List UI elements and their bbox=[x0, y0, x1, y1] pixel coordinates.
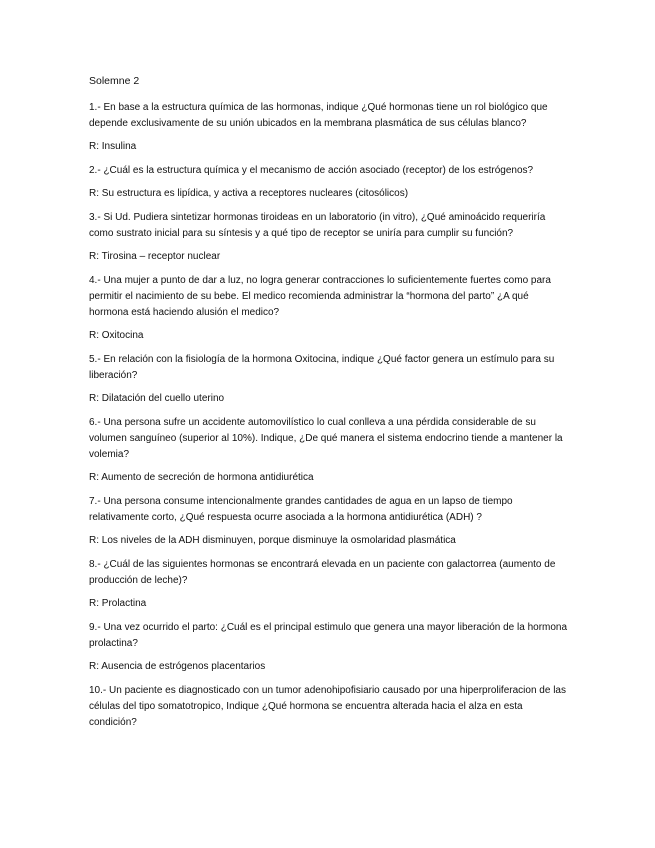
document-page bbox=[89, 74, 569, 738]
answer-2: R: Su estructura es lipídica, y activa a receptores nucleares (citosólicos) bbox=[89, 188, 409, 199]
qa-item-9 bbox=[89, 620, 569, 675]
qa-item-8 bbox=[89, 557, 569, 612]
qa-item-4 bbox=[89, 273, 569, 344]
question-2: 2.- ¿Cuál es la estructura química y el mecanismo de acción asociado (receptor) de los estrógenos? bbox=[89, 165, 534, 176]
question-4: 4.- Una mujer a punto de dar a luz, no logra generar contracciones lo suficientemente fuertes como para permitir el nacimiento de su bebe. El medico recomienda administrar la “hormona del parto” ¿A qué hormona está haciendo alusión el medico? bbox=[89, 275, 551, 318]
qa-item-2 bbox=[89, 163, 569, 202]
answer-3: R: Tirosina – receptor nuclear bbox=[89, 251, 221, 262]
answer-5: R: Dilatación del cuello uterino bbox=[89, 393, 225, 404]
question-5: 5.- En relación con la fisiología de la hormona Oxitocina, indique ¿Qué factor genera un estímulo para su liberación? bbox=[89, 354, 555, 381]
qa-item-7 bbox=[89, 494, 569, 549]
qa-item-10 bbox=[89, 683, 569, 731]
answer-4: R: Oxitocina bbox=[89, 330, 144, 341]
qa-item-6 bbox=[89, 415, 569, 486]
question-10: 10.- Un paciente es diagnosticado con un tumor adenohipofisiario causado por una hiperproliferacion de las células del tipo somatotropico, Indique ¿Qué hormona se encuentra alterada hacia el alza en esta condición? bbox=[89, 685, 566, 728]
qa-item-1 bbox=[89, 100, 569, 155]
question-8: 8.- ¿Cuál de las siguientes hormonas se encontrará elevada en un paciente con galactorrea (aumento de producción de leche)? bbox=[89, 559, 556, 586]
answer-8: R: Prolactina bbox=[89, 598, 147, 609]
question-7: 7.- Una persona consume intencionalmente grandes cantidades de agua en un lapso de tiempo relativamente corto, ¿Qué respuesta ocurre asociada a la hormona antidiurética (ADH) ? bbox=[89, 496, 513, 523]
answer-9: R: Ausencia de estrógenos placentarios bbox=[89, 661, 266, 672]
qa-item-3 bbox=[89, 210, 569, 265]
answer-7: R: Los niveles de la ADH disminuyen, porque disminuye la osmolaridad plasmática bbox=[89, 535, 456, 546]
qa-item-5 bbox=[89, 352, 569, 407]
question-6: 6.- Una persona sufre un accidente automovilístico lo cual conlleva a una pérdida considerable de su volumen sanguíneo (superior al 10%). Indique, ¿De qué manera el sistema endocrino tiende a mantener la volemia? bbox=[89, 417, 563, 460]
document-title: Solemne 2 bbox=[89, 75, 140, 87]
answer-1: R: Insulina bbox=[89, 141, 137, 152]
question-9: 9.- Una vez ocurrido el parto: ¿Cuál es el principal estimulo que genera una mayor liberación de la hormona prolactina? bbox=[89, 622, 568, 649]
answer-6: R: Aumento de secreción de hormona antidiurética bbox=[89, 472, 314, 483]
question-3: 3.- Si Ud. Pudiera sintetizar hormonas tiroideas en un laboratorio (in vitro), ¿Qué aminoácido requeriría como sustrato inicial para su síntesis y a qué tipo de receptor se uniría para cumplir su función? bbox=[89, 212, 546, 239]
question-1: 1.- En base a la estructura química de las hormonas, indique ¿Qué hormonas tiene un rol biológico que depende exclusivamente de su unión ubicados en la membrana plasmática de sus células blanco? bbox=[89, 102, 548, 129]
